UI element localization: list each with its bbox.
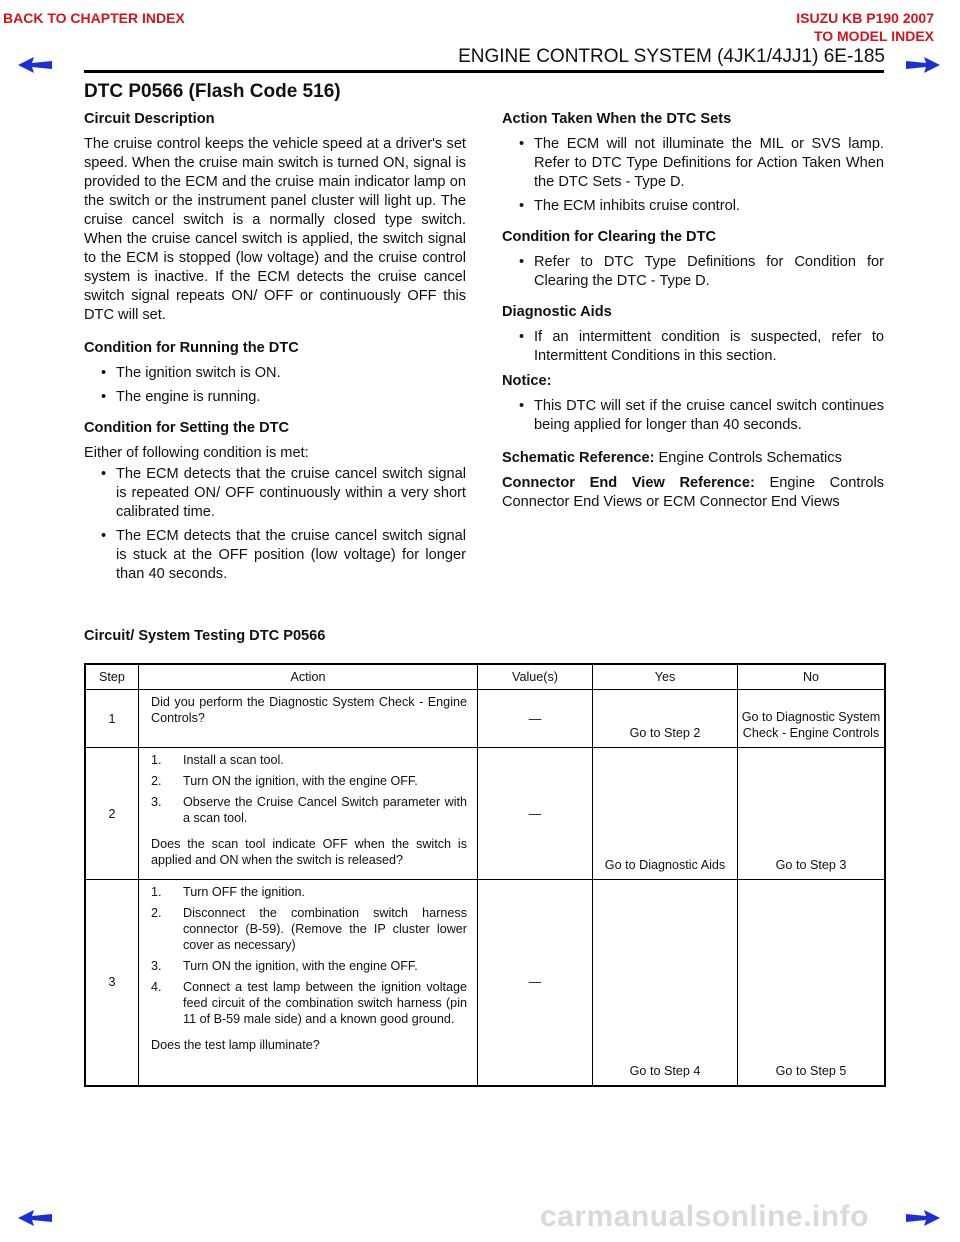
item-text: Turn ON the ignition, with the engine OFF. <box>183 959 418 973</box>
condition-clearing-list <box>502 253 884 291</box>
item-number: 2. <box>151 774 162 788</box>
item-number: 4. <box>151 980 162 994</box>
header-yes: Yes <box>593 664 738 690</box>
condition-setting-heading: Condition for Setting the DTC <box>84 420 290 436</box>
connector-reference <box>502 474 884 512</box>
condition-setting-intro: Either of following condition is met: <box>84 445 309 461</box>
list-item: • Refer to DTC Type Definitions for Condition for Clearing the DTC - Type D. <box>502 253 884 291</box>
list-item <box>151 958 467 974</box>
list-item: • This DTC will set if the cruise cancel switch continues being applied for longer than 40 seconds. <box>502 397 884 435</box>
step-action <box>139 690 478 748</box>
back-to-chapter-index-link[interactable]: BACK TO CHAPTER INDEX <box>3 10 185 26</box>
step-question: Does the scan tool indicate OFF when the switch is applied and ON when the switch is released? <box>151 837 467 867</box>
header-step: Step <box>85 664 139 690</box>
schematic-reference-link[interactable]: Engine Controls Schematics <box>654 450 842 466</box>
item-number: 3. <box>151 795 162 809</box>
notice-list <box>502 397 884 435</box>
step-yes[interactable]: Go to Diagnostic Aids <box>593 748 738 880</box>
step-question: Does the test lamp illuminate? <box>151 1038 320 1052</box>
condition-running-heading: Condition for Running the DTC <box>84 340 299 356</box>
step-action <box>139 880 478 1086</box>
list-item: • The ignition switch is ON. <box>84 364 466 383</box>
action-taken-heading: Action Taken When the DTC Sets <box>502 111 732 127</box>
next-page-bottom-arrow-icon[interactable] <box>906 1210 940 1226</box>
step-number: 3 <box>85 880 139 1086</box>
item-text: Install a scan tool. <box>183 753 284 767</box>
schematic-reference <box>502 449 884 468</box>
right-column <box>502 110 884 522</box>
list-item <box>151 773 467 789</box>
list-item: • The ECM detects that the cruise cancel switch signal is repeated ON/ OFF continuously within a very short calibrated time. <box>84 465 466 522</box>
table-header-row <box>85 664 885 690</box>
step-no[interactable]: Go to Diagnostic System Check - Engine Controls <box>738 690 886 748</box>
step-instructions <box>151 884 467 1027</box>
list-item: • The ECM will not illuminate the MIL or SVS lamp. Refer to DTC Type Definitions for Action Taken When the DTC Sets - Type D. <box>502 135 884 192</box>
item-text: Turn OFF the ignition. <box>183 885 306 899</box>
next-page-arrow-icon[interactable] <box>906 57 940 73</box>
step-no[interactable]: Go to Step 5 <box>738 880 886 1086</box>
diagnostic-aids-list <box>502 328 884 366</box>
header-no: No <box>738 664 886 690</box>
condition-setting-list <box>84 465 466 584</box>
step-values: — <box>478 748 593 880</box>
page-title: DTC P0566 (Flash Code 516) <box>84 81 341 102</box>
item-text: Disconnect the combination switch harness connector (B-59). (Remove the IP cluster lower cover as necessary) <box>183 906 467 952</box>
left-column <box>84 110 466 596</box>
schematic-reference-label: Schematic Reference: <box>502 450 655 466</box>
list-item <box>151 905 467 953</box>
item-number: 3. <box>151 959 162 973</box>
list-item <box>151 794 467 826</box>
step-instructions <box>151 752 467 826</box>
table-row <box>85 690 885 748</box>
header-values: Value(s) <box>478 664 593 690</box>
list-item: • If an intermittent condition is suspected, refer to Intermittent Conditions in this section. <box>502 328 884 366</box>
condition-running-list <box>84 364 466 407</box>
item-text: Turn ON the ignition, with the engine OFF. <box>183 774 418 788</box>
diagnostic-steps-table <box>84 663 886 1087</box>
connector-reference-label: Connector End View Reference: <box>502 475 755 491</box>
action-taken-list <box>502 135 884 216</box>
watermark: carmanualsonline.info <box>540 1200 869 1233</box>
model-title: ISUZU KB P190 2007 <box>796 10 934 26</box>
item-text: Observe the Cruise Cancel Switch parameter with a scan tool. <box>183 795 467 825</box>
list-item <box>151 979 467 1027</box>
header-divider <box>84 70 884 73</box>
step-number: 2 <box>85 748 139 880</box>
item-text: Connect a test lamp between the ignition voltage feed circuit of the combination switch harness (pin 11 of B-59 male side) and a known good ground. <box>183 980 467 1026</box>
table-title: Circuit/ System Testing DTC P0566 <box>84 628 326 644</box>
step-action <box>139 748 478 880</box>
notice-heading: Notice: <box>502 373 552 389</box>
condition-clearing-heading: Condition for Clearing the DTC <box>502 229 717 245</box>
header-action: Action <box>139 664 478 690</box>
list-item: • The ECM detects that the cruise cancel switch signal is stuck at the OFF position (low voltage) for longer than 40 seconds. <box>84 527 466 584</box>
item-number: 2. <box>151 906 162 920</box>
circuit-description-heading: Circuit Description <box>84 111 215 127</box>
item-number: 1. <box>151 753 162 767</box>
section-header-title: ENGINE CONTROL SYSTEM (4JK1/4JJ1) 6E-185 <box>458 46 885 67</box>
list-item: • The engine is running. <box>84 388 466 407</box>
list-item <box>151 752 467 768</box>
step-yes[interactable]: Go to Step 4 <box>593 880 738 1086</box>
list-item: • The ECM inhibits cruise control. <box>502 197 884 216</box>
connector-reference-link[interactable]: Engine Controls Connector End Views or ECM Connector End Views <box>502 475 884 510</box>
step-question: Did you perform the Diagnostic System Check - Engine Controls? <box>151 695 467 725</box>
step-values: — <box>478 880 593 1086</box>
diagnostic-aids-heading: Diagnostic Aids <box>502 304 612 320</box>
step-values: — <box>478 690 593 748</box>
step-no[interactable]: Go to Step 3 <box>738 748 886 880</box>
table-row <box>85 880 885 1086</box>
circuit-description-text: The cruise control keeps the vehicle speed at a driver's set speed. When the cruise main switch is turned ON, signal is provided to the ECM and the cruise main indicator lamp on the switch or the instrument panel cluster will light up. The cruise cancel switch is a normally closed type switch. When the cruise cancel switch is applied, the switch signal to the ECM is stopped (low voltage) and the cruise control system is inactive. If the ECM detects the cruise cancel switch signal repeats ON/ OFF or continuously OFF this DTC will set. <box>84 136 466 323</box>
to-model-index-link[interactable]: TO MODEL INDEX <box>813 28 934 44</box>
previous-page-arrow-icon[interactable] <box>18 57 52 73</box>
step-number: 1 <box>85 690 139 748</box>
list-item <box>151 884 467 900</box>
previous-page-bottom-arrow-icon[interactable] <box>18 1210 52 1226</box>
table-row <box>85 748 885 880</box>
item-number: 1. <box>151 885 162 899</box>
step-yes[interactable]: Go to Step 2 <box>593 690 738 748</box>
